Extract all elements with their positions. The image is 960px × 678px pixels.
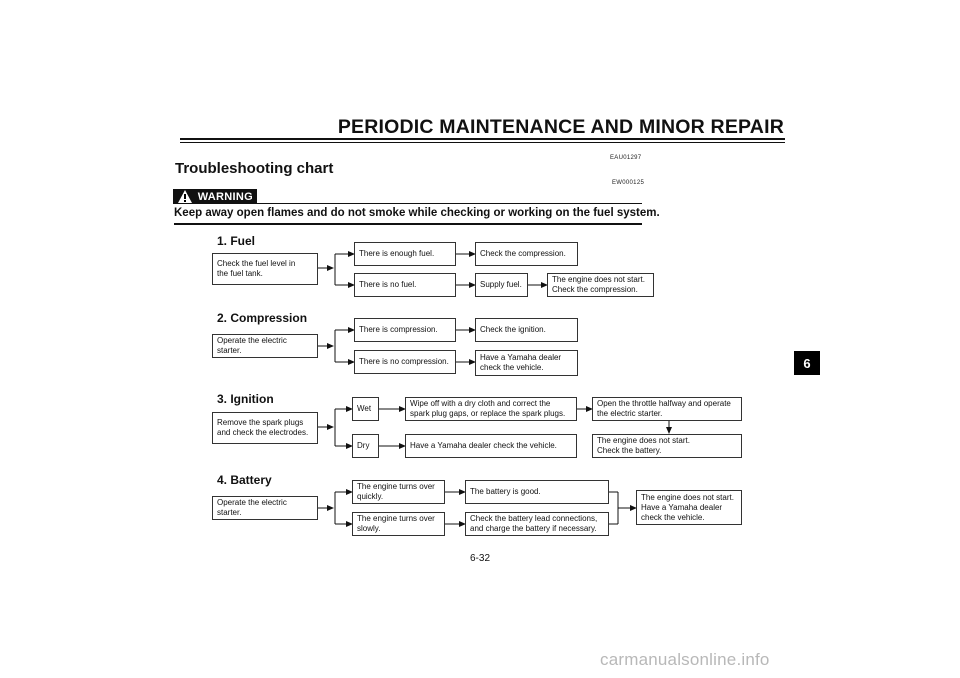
fuel-heading: 1. Fuel [217, 234, 256, 248]
battery-quick-next-text: The battery is good. [470, 487, 541, 496]
battery-quick-next-box [465, 480, 609, 504]
battery-check-box [212, 496, 318, 520]
battery-check-text: Operate the electric starter. [217, 498, 287, 517]
ignition-wet-box [352, 397, 379, 421]
ignition-wet-next-text: Wipe off with a dry cloth and correct the spark plug gaps, or replace the spark plugs. [410, 399, 566, 418]
compression-heading: 2. Compression [217, 311, 308, 325]
ignition-wet-fail-text: The engine does not start. Check the battery. [597, 436, 690, 455]
watermark: carmanualsonline.info [600, 650, 770, 669]
compression-no-next-text: Have a Yamaha dealer check the vehicle. [480, 353, 562, 372]
fuel-check-box [212, 253, 318, 285]
ignition-check-text: Remove the spark plugs and check the electrodes. [217, 418, 309, 437]
fuel-none-text: There is no fuel. [359, 280, 417, 289]
chapter-tab: 6 [794, 351, 820, 375]
battery-slow-box [352, 512, 445, 536]
ignition-check-box [212, 412, 318, 444]
ignition-wet-fail-box [592, 434, 742, 458]
warning-text: Keep away open flames and do not smoke while checking or working on the fuel system. [174, 207, 660, 219]
ignition-dry-next-box [405, 434, 577, 458]
fuel-none-next-text: Supply fuel. [480, 280, 522, 289]
fuel-none-next-box [475, 273, 528, 297]
fuel-none-result-box [547, 273, 654, 297]
warning-code: EW000125 [612, 180, 645, 186]
fuel-none-box [354, 273, 456, 297]
ignition-dry-text: Dry [357, 441, 370, 450]
page-number: 6-32 [469, 553, 490, 564]
section-code: EAU01297 [610, 155, 642, 161]
compression-no-text: There is no compression. [359, 357, 449, 366]
fuel-enough-next-box [475, 242, 578, 266]
compression-no-box [354, 350, 456, 374]
ignition-wet-result-text: Open the throttle halfway and operate the electric starter. [597, 399, 731, 418]
ignition-wet-next-box [405, 397, 577, 421]
fuel-enough-text: There is enough fuel. [359, 249, 435, 258]
warning-badge: WARNING [173, 189, 257, 204]
battery-slow-text: The engine turns over slowly. [357, 514, 435, 533]
ignition-dry-box [352, 434, 379, 458]
battery-slow-next-box [465, 512, 609, 536]
battery-result-text: The engine does not start. Have a Yamaha dealer check the vehicle. [641, 492, 734, 522]
battery-heading: 4. Battery [217, 473, 272, 487]
ignition-dry-next-text: Have a Yamaha dealer check the vehicle. [410, 441, 557, 450]
compression-no-next-box [475, 350, 578, 376]
compression-yes-next-text: Check the ignition. [480, 325, 546, 334]
fuel-enough-next-text: Check the compression. [480, 249, 566, 258]
compression-check-box [212, 334, 318, 358]
compression-yes-box [354, 318, 456, 342]
fuel-enough-box [354, 242, 456, 266]
ignition-wet-result-box [592, 397, 742, 421]
section-title: Troubleshooting chart [175, 160, 334, 177]
fuel-check-text: Check the fuel level in the fuel tank. [217, 259, 296, 278]
battery-quick-text: The engine turns over quickly. [357, 482, 435, 501]
compression-yes-text: There is compression. [359, 325, 438, 334]
compression-check-text: Operate the electric starter. [217, 336, 287, 355]
ignition-wet-text: Wet [357, 404, 372, 413]
fuel-none-result-text: The engine does not start. Check the compression. [552, 275, 645, 294]
battery-slow-next-text: Check the battery lead connections, and charge the battery if necessary. [470, 514, 598, 533]
compression-yes-next-box [475, 318, 578, 342]
page-title: PERIODIC MAINTENANCE AND MINOR REPAIR [337, 116, 784, 138]
ignition-heading: 3. Ignition [217, 392, 274, 406]
battery-result-box [636, 490, 742, 525]
battery-quick-box [352, 480, 445, 504]
